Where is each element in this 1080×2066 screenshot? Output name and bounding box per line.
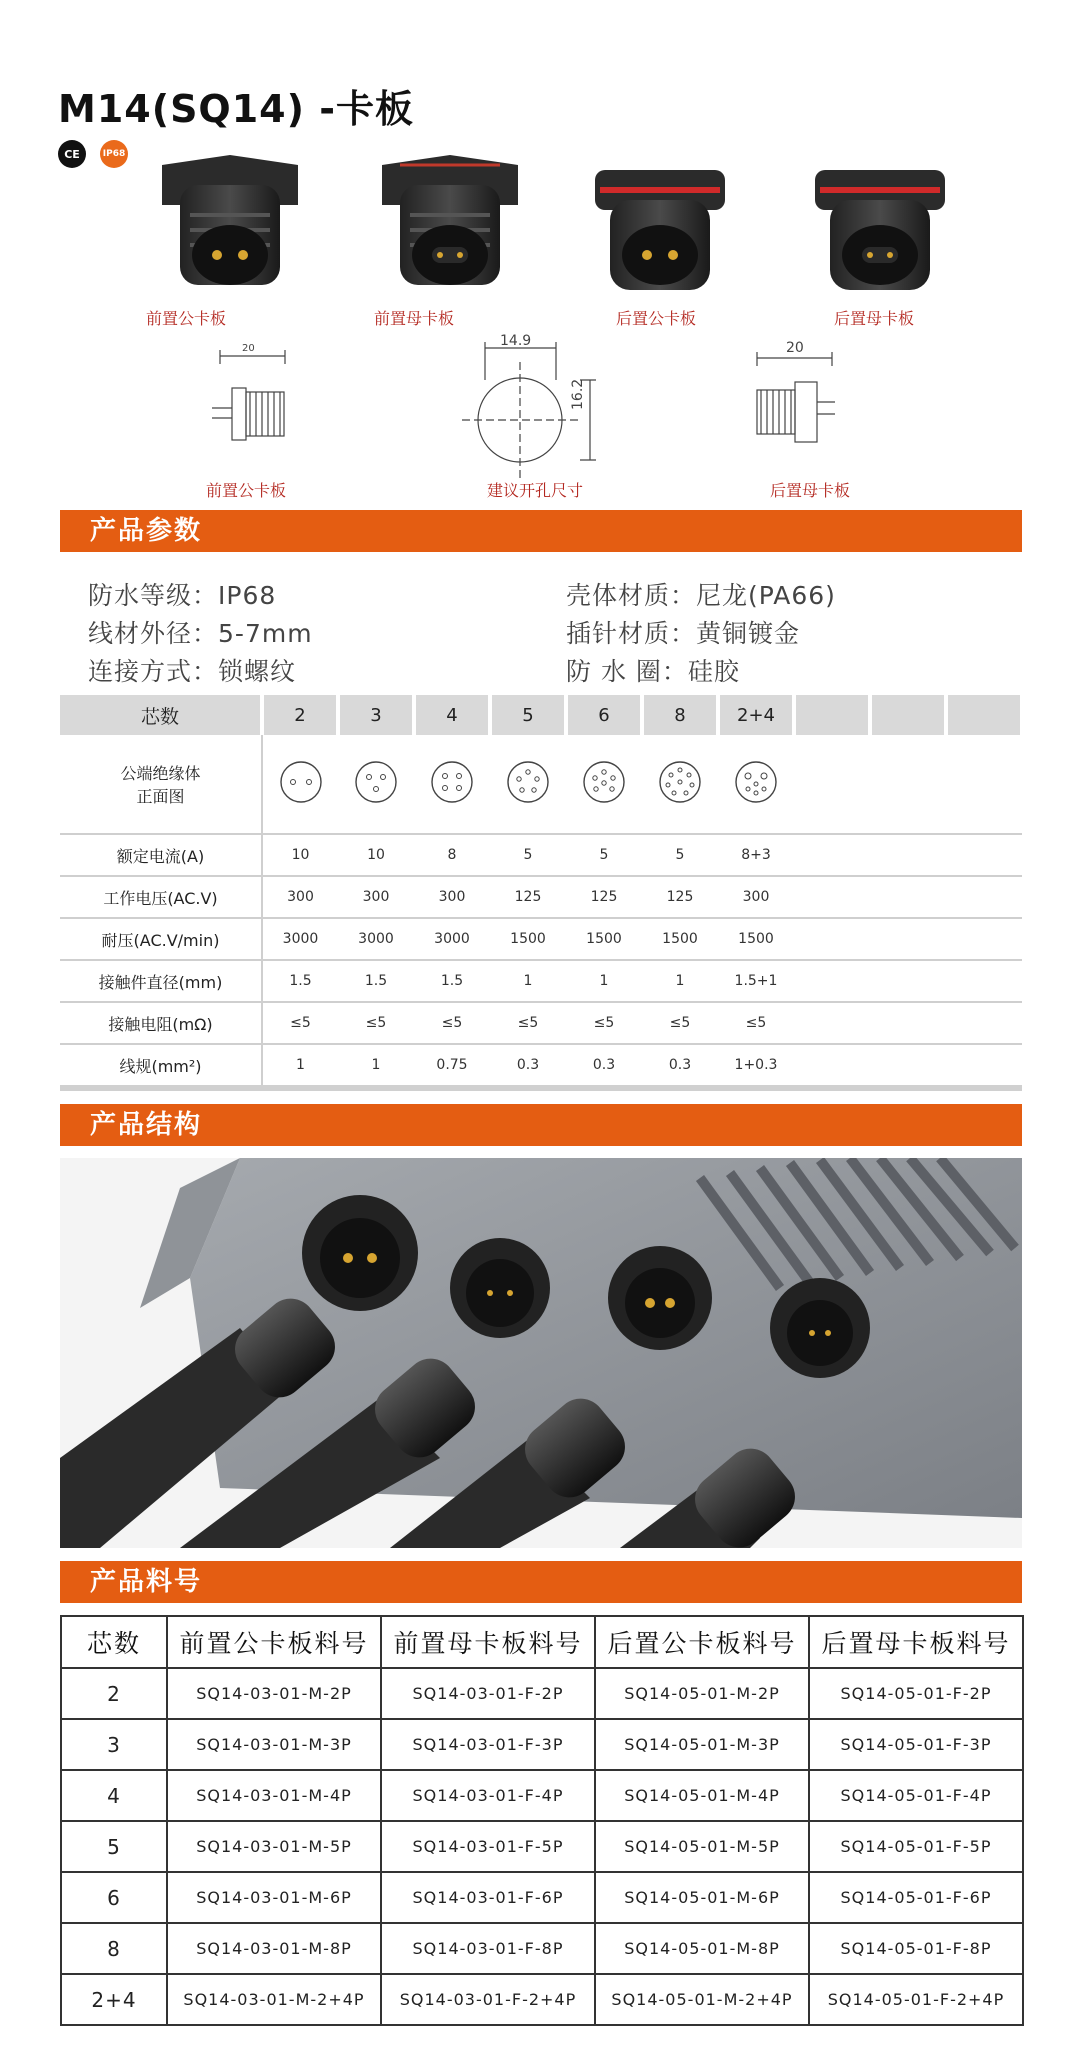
param-value: 5-7mm bbox=[218, 619, 313, 648]
param-item bbox=[566, 576, 836, 612]
front-female-connector-icon bbox=[382, 155, 518, 285]
param-key: 连接方式： bbox=[88, 657, 219, 686]
pin-layout-4-icon bbox=[414, 735, 490, 834]
param-item bbox=[88, 614, 313, 650]
pin-layout-row bbox=[60, 735, 1022, 834]
core-count bbox=[870, 695, 946, 735]
core-count: 5 bbox=[490, 695, 566, 735]
front-side-drawing-icon bbox=[212, 350, 285, 440]
table-row: 6 SQ14-03-01-M-6P SQ14-03-01-F-6P SQ14-05-01-M-6P SQ14-05-01-F-6P bbox=[61, 1872, 1023, 1923]
hole-drawing-label: 建议开孔尺寸 bbox=[486, 481, 583, 500]
spec-row: 接触电阻(mΩ) ≤5 ≤5 ≤5 ≤5 ≤5 ≤5 ≤5 bbox=[60, 1002, 1022, 1044]
rear-dim-value: 20 bbox=[786, 340, 804, 356]
param-key: 线材外径： bbox=[88, 619, 219, 648]
param-value: 锁螺纹 bbox=[218, 657, 297, 686]
core-count: 3 bbox=[338, 695, 414, 735]
table-row: 4 SQ14-03-01-M-4P SQ14-03-01-F-4P SQ14-05-01-M-4P SQ14-05-01-F-4P bbox=[61, 1770, 1023, 1821]
core-count: 4 bbox=[414, 695, 490, 735]
pin-layout-2-icon bbox=[262, 735, 338, 834]
param-value: 黄铜镀金 bbox=[696, 619, 801, 648]
part-number-table bbox=[60, 1615, 1024, 2026]
core-count: 6 bbox=[566, 695, 642, 735]
rear-male-connector-icon bbox=[595, 170, 725, 290]
table-row: 3 SQ14-03-01-M-3P SQ14-03-01-F-3P SQ14-05-01-M-3P SQ14-05-01-F-3P bbox=[61, 1719, 1023, 1770]
core-count bbox=[946, 695, 1022, 735]
hole-width-value: 14.9 bbox=[500, 333, 532, 349]
pin-layout-8-icon bbox=[642, 735, 718, 834]
product-label: 前置母卡板 bbox=[373, 309, 454, 328]
pin-layout-6-icon bbox=[566, 735, 642, 834]
pin-layout-label: 公端绝缘体 正面图 bbox=[60, 735, 262, 834]
param-value: 尼龙(PA66) bbox=[696, 581, 836, 610]
spec-row: 工作电压(AC.V) 300 300 300 125 125 125 300 bbox=[60, 876, 1022, 918]
rear-side-drawing-icon bbox=[757, 352, 835, 442]
hole-height-value: 16.2 bbox=[570, 378, 586, 410]
param-key: 防水等级： bbox=[88, 581, 219, 610]
technical-drawings bbox=[0, 330, 1080, 480]
param-item bbox=[88, 576, 276, 612]
table-row: 2 SQ14-03-01-M-2P SQ14-03-01-F-2P SQ14-05-01-M-2P SQ14-05-01-F-2P bbox=[61, 1668, 1023, 1719]
section-title-partno: 产品料号 bbox=[60, 1561, 1022, 1603]
spec-row: 耐压(AC.V/min) 3000 3000 3000 1500 1500 1500 1500 bbox=[60, 918, 1022, 960]
front-drawing-label: 前置公卡板 bbox=[205, 481, 286, 500]
ip68-badge-icon: IP68 bbox=[100, 140, 128, 168]
pin-layout-5-icon bbox=[490, 735, 566, 834]
product-label: 后置公卡板 bbox=[615, 309, 696, 328]
table-row: 8 SQ14-03-01-M-8P SQ14-03-01-F-8P SQ14-05-01-M-8P SQ14-05-01-F-8P bbox=[61, 1923, 1023, 1974]
param-item bbox=[566, 614, 800, 650]
spec-table bbox=[60, 695, 1024, 1091]
param-key: 插针材质： bbox=[566, 619, 697, 648]
section-title-params: 产品参数 bbox=[60, 510, 1022, 552]
section-title-structure: 产品结构 bbox=[60, 1104, 1022, 1146]
core-count bbox=[794, 695, 870, 735]
table-header-row: 芯数 前置公卡板料号 前置母卡板料号 后置公卡板料号 后置母卡板料号 bbox=[61, 1616, 1023, 1668]
spec-header: 芯数 bbox=[60, 695, 262, 735]
rear-female-connector-icon bbox=[815, 170, 945, 290]
table-row: 2+4 SQ14-03-01-M-2+4P SQ14-03-01-F-2+4P SQ14-05-01-M-2+4P SQ14-05-01-F-2+4P bbox=[61, 1974, 1023, 2025]
param-key: 防 水 圈： bbox=[566, 657, 688, 686]
spec-row: 接触件直径(mm) 1.5 1.5 1.5 1 1 1 1.5+1 bbox=[60, 960, 1022, 1002]
product-images bbox=[0, 145, 1080, 315]
product-label: 前置公卡板 bbox=[145, 309, 226, 328]
spec-row: 线规(mm²) 1 1 0.75 0.3 0.3 0.3 1+0.3 bbox=[60, 1044, 1022, 1088]
front-dim-value: 20 bbox=[242, 343, 255, 354]
param-item bbox=[566, 652, 740, 688]
product-structure-photo bbox=[60, 1158, 1022, 1548]
product-label: 后置母卡板 bbox=[833, 309, 914, 328]
spec-header-row bbox=[60, 695, 1022, 735]
pin-layout-3-icon bbox=[338, 735, 414, 834]
core-count: 2+4 bbox=[718, 695, 794, 735]
ce-mark-icon: CE bbox=[58, 140, 86, 168]
param-value: IP68 bbox=[218, 581, 277, 610]
spec-row: 额定电流(A) 10 10 8 5 5 5 8+3 bbox=[60, 834, 1022, 876]
mounting-hole-drawing-icon bbox=[462, 342, 596, 478]
core-count: 2 bbox=[262, 695, 338, 735]
front-male-connector-icon bbox=[162, 155, 298, 285]
param-item bbox=[88, 652, 296, 688]
table-row: 5 SQ14-03-01-M-5P SQ14-03-01-F-5P SQ14-05-01-M-5P SQ14-05-01-F-5P bbox=[61, 1821, 1023, 1872]
rear-drawing-label: 后置母卡板 bbox=[769, 481, 850, 500]
core-count: 8 bbox=[642, 695, 718, 735]
param-value: 硅胶 bbox=[687, 657, 740, 686]
page-title: M14(SQ14) -卡板 bbox=[58, 87, 414, 131]
pin-layout-2plus4-icon bbox=[718, 735, 794, 834]
param-key: 壳体材质： bbox=[566, 581, 697, 610]
